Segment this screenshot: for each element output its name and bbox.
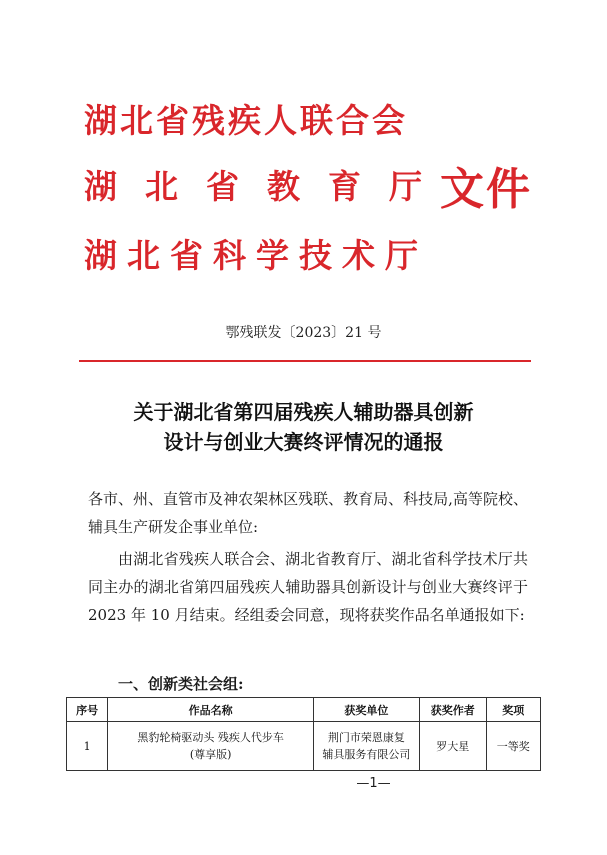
work-name-line-1: 黑豹轮椅驱动头 残疾人代步车	[137, 731, 284, 744]
header-work-name: 作品名称	[108, 698, 314, 722]
awards-table	[66, 697, 541, 771]
document-number: 鄂残联发〔2023〕21 号	[225, 325, 382, 341]
red-divider-line	[79, 360, 531, 362]
cell-award: 一等奖	[486, 722, 540, 771]
page-number: —1—	[356, 776, 391, 791]
document-title-line-1: 关于湖北省第四届残疾人辅助器具创新	[133, 400, 474, 424]
issuer-education-department: 湖北省教育厅	[84, 167, 450, 206]
addressee-paragraph: 各市、州、直管市及神农架林区残联、教育局、科技局,高等院校、辅具生产研发企事业单位:	[88, 490, 528, 536]
work-name-line-2: (尊享版)	[189, 748, 232, 761]
cell-author: 罗大星	[419, 722, 486, 771]
issuer-science-department: 湖北省科学技术厅	[84, 236, 428, 275]
document-type-label: 文件	[440, 164, 532, 215]
body-paragraph: 由湖北省残疾人联合会、湖北省教育厅、湖北省科学技术厅共同主办的湖北省第四届残疾人辅助器具创新设计与创业大赛终评于 2023 年 10 月结束。经组委会同意，现将获奖作品名单通报如下:	[88, 550, 528, 624]
cell-no: 1	[67, 722, 108, 771]
unit-line-2: 辅具服务有限公司	[322, 748, 411, 761]
header-award: 奖项	[486, 698, 540, 722]
header-no: 序号	[67, 698, 108, 722]
issuer-disabled-federation: 湖北省残疾人联合会	[84, 101, 408, 140]
unit-line-1: 荆门市荣恩康复	[327, 731, 405, 744]
table-row	[67, 722, 541, 771]
header-author: 获奖作者	[419, 698, 486, 722]
table-header-row	[67, 698, 541, 722]
cell-unit	[313, 722, 419, 771]
document-title-line-2: 设计与创业大赛终评情况的通报	[163, 430, 444, 454]
section-heading: 一、创新类社会组:	[118, 675, 244, 693]
cell-work-name	[108, 722, 314, 771]
header-unit: 获奖单位	[313, 698, 419, 722]
